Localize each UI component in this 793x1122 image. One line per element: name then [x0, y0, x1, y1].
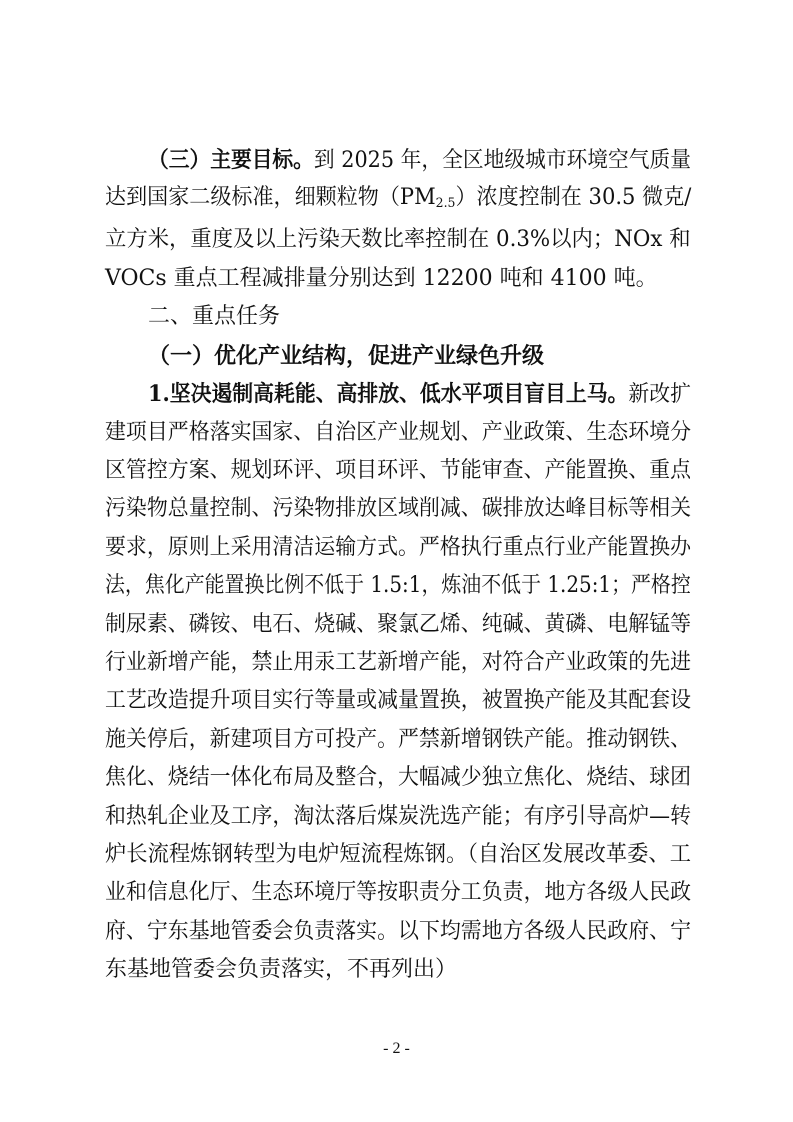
- item1-line: 区管控方案、规划环评、项目环评、节能审查、产能置换、重点: [105, 458, 692, 483]
- subsection-heading-industry: （一）优化产业结构，促进产业绿色升级: [148, 343, 545, 369]
- item1-line: 行业新增产能，禁止用汞工艺新增产能，对符合产业政策的先进: [105, 650, 692, 675]
- item1-line: 要求，原则上采用清洁运输方式。严格执行重点行业产能置换办: [105, 535, 692, 560]
- goals-line-2: 达到国家二级标准，细颗粒物$(PM_{2.5})$浓度控制在 30.5 微克/: [105, 185, 692, 211]
- item1-heading: 1.坚决遏制高耗能、高排放、低水平项目盲目上马。: [148, 381, 629, 407]
- item1-line: 府、宁东基地管委会负责落实。以下均需地方各级人民政府、宁: [105, 919, 692, 944]
- item1-line: 法，焦化产能置换比例不低于 1.5:1，炼油不低于 1.25:1；严格控: [105, 573, 691, 598]
- item1-line: 和热轧企业及工序，淘汰落后煤炭洗选产能；有序引导高炉—转: [105, 804, 692, 829]
- goals-line-1-text: 到 2025 年，全区地级城市环境空气质量: [313, 148, 691, 173]
- goals-line-3: 立方米，重度及以上污染天数比率控制在 0.3%以内；NOx 和: [105, 227, 691, 252]
- goals-line-4: VOCs 重点工程减排量分别达到 12200 吨和 4100 吨。: [105, 266, 658, 291]
- item1-line: 业和信息化厅、生态环境厅等按职责分工负责，地方各级人民政: [105, 880, 692, 905]
- item1-line: 制尿素、磷铵、电石、烧碱、聚氯乙烯、纯碱、黄磷、电解锰等: [105, 612, 692, 637]
- item1-line-1: 1.坚决遏制高耗能、高排放、低水平项目盲目上马。新改扩: [148, 381, 691, 407]
- item1-line: 炉长流程炼钢转型为电炉短流程炼钢。（自治区发展改革委、工: [105, 842, 692, 867]
- goals-line-1: [148, 149, 691, 172]
- item1-line: 建项目严格落实国家、自治区产业规划、产业政策、生态环境分: [105, 420, 692, 445]
- goals-heading: （三）主要目标。: [148, 147, 314, 173]
- item1-line: 污染物总量控制、污染物排放区域削减、碳排放达峰目标等相关: [105, 496, 692, 521]
- item1-line: 工艺改造提升项目实行等量或减量置换，被置换产能及其配套设: [105, 688, 692, 713]
- item1-line: 施关停后，新建项目方可投产。严禁新增钢铁产能。推动钢铁、: [105, 727, 692, 752]
- pm-subscript: 2.5: [435, 196, 456, 211]
- item1-line: 东基地管委会负责落实，不再列出）: [105, 957, 458, 982]
- item1-line: 焦化、烧结一体化布局及整合，大幅减少独立焦化、烧结、球团: [105, 765, 692, 790]
- section-heading-key-tasks: 二、重点任务: [148, 304, 281, 329]
- page-number: - 2 -: [383, 1040, 410, 1057]
